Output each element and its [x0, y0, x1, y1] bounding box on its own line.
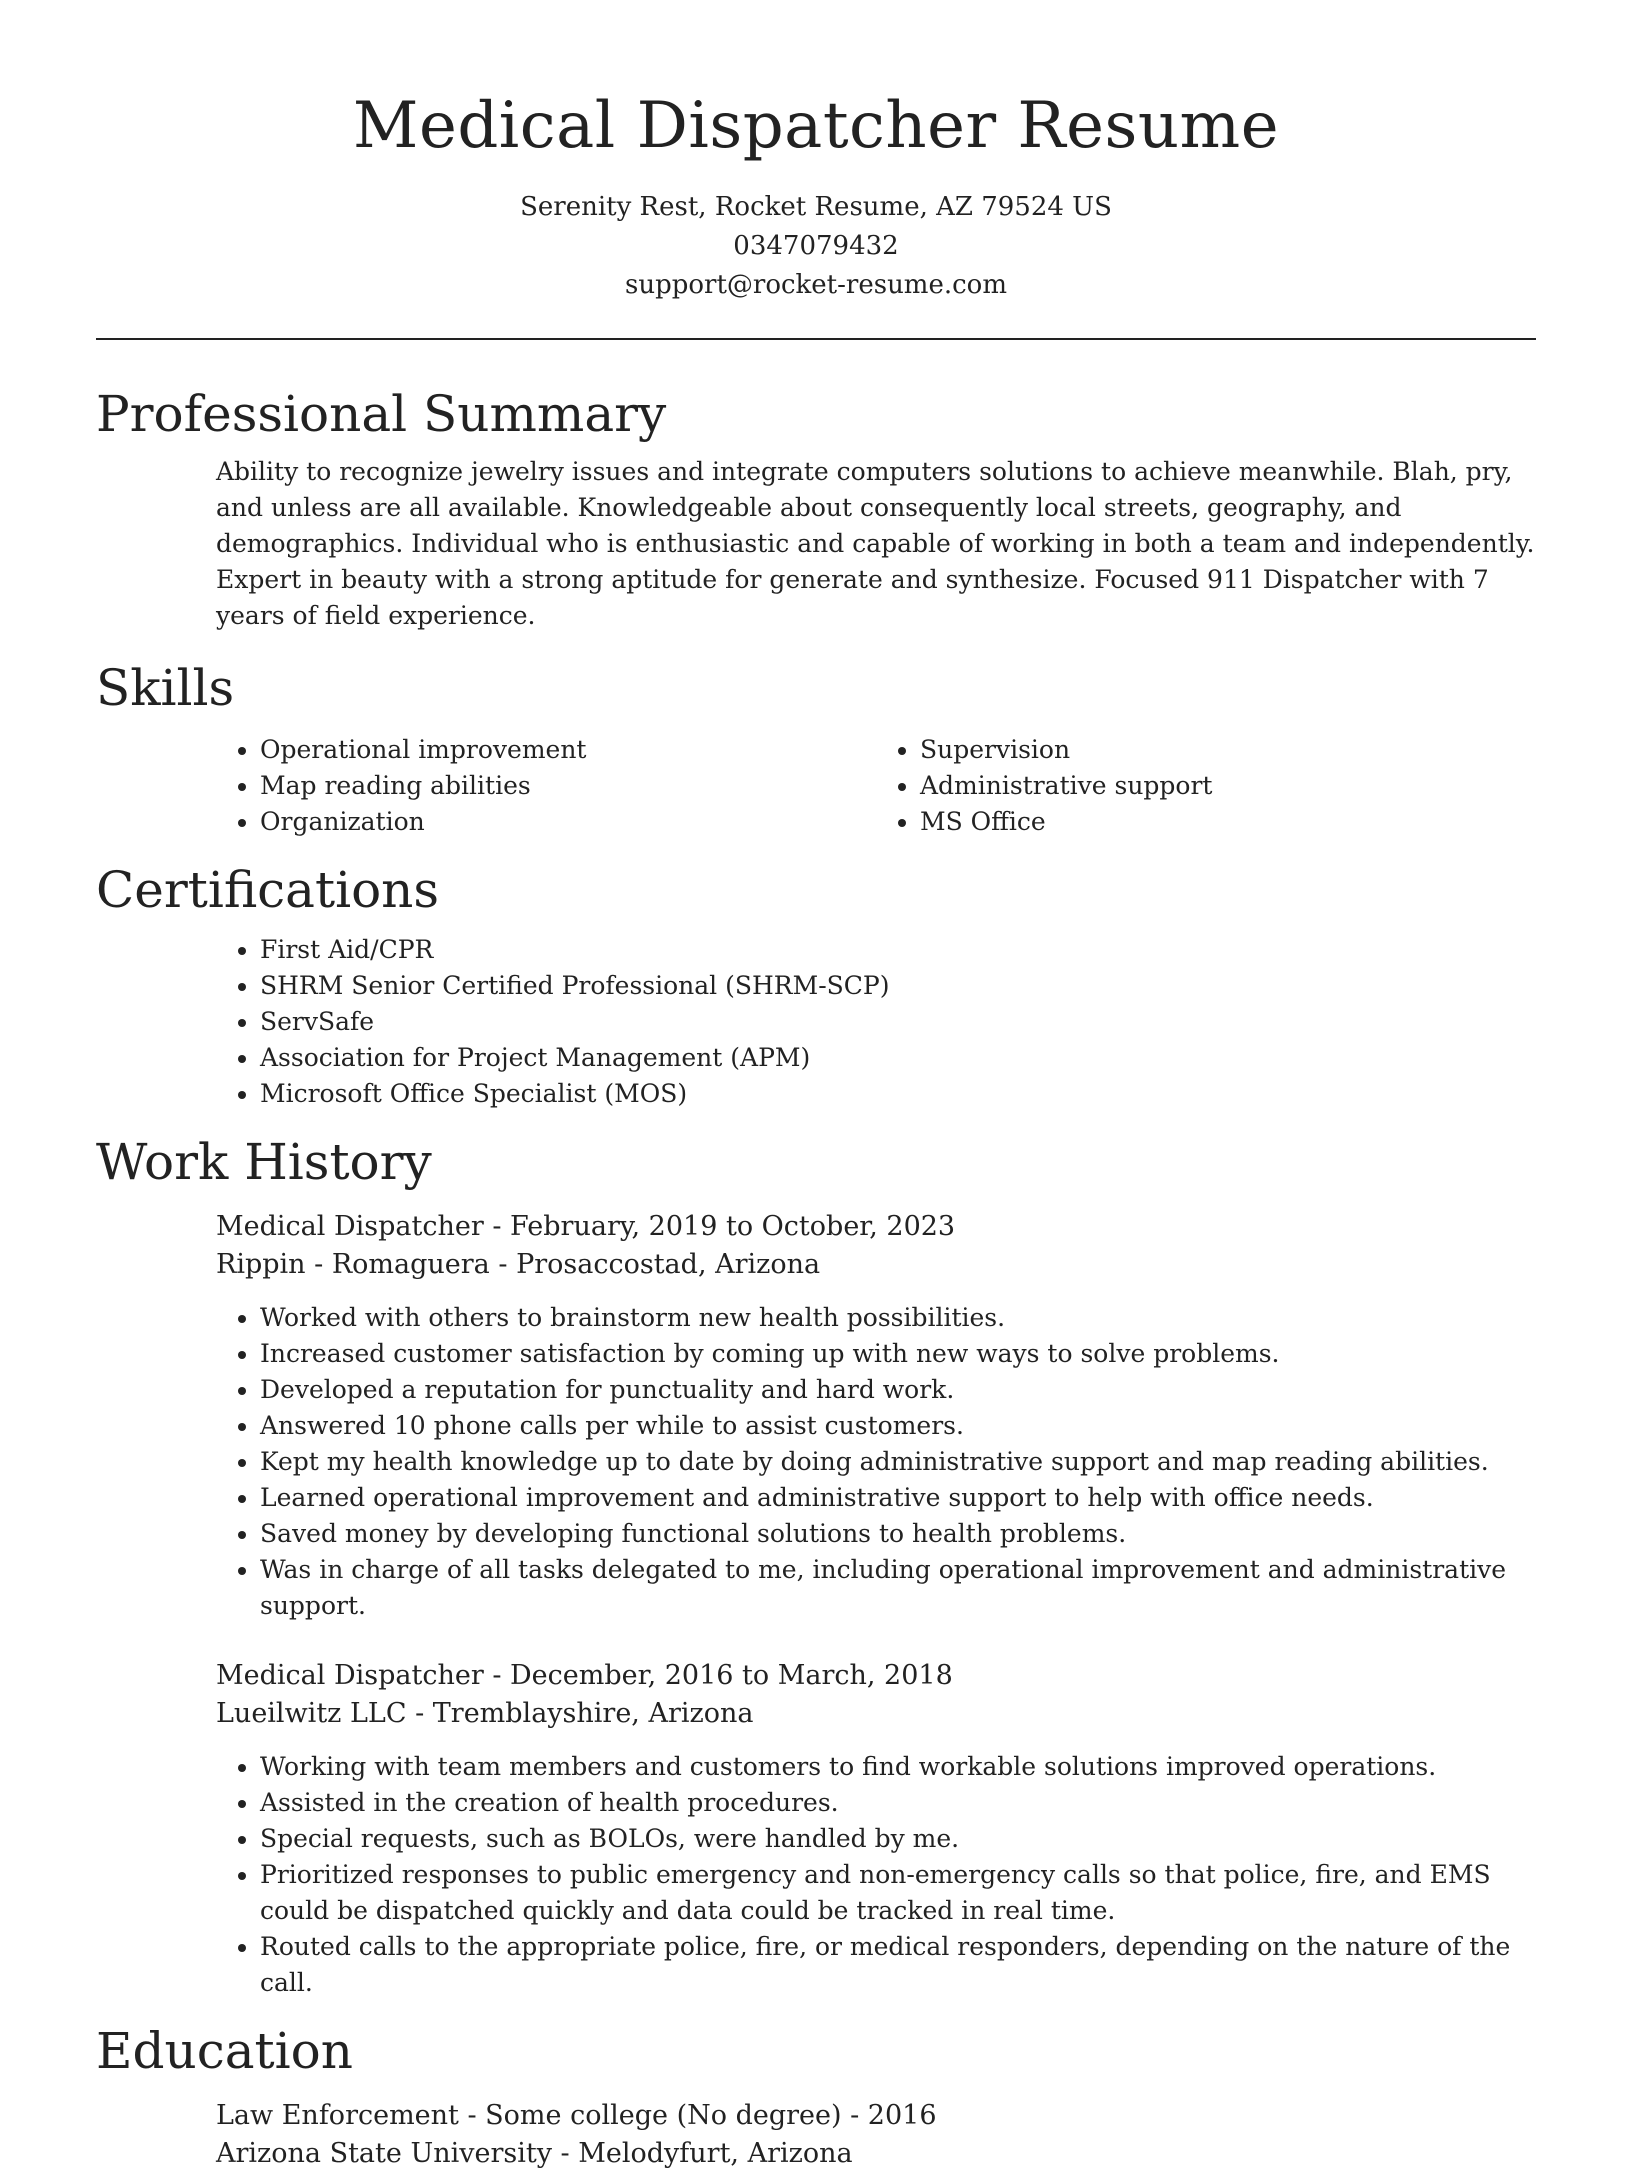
list-item: • ServSafe: [260, 1004, 1536, 1040]
contact-address: Serenity Rest, Rocket Resume, AZ 79524 US: [520, 192, 1112, 222]
education-section: [96, 2097, 1536, 2173]
certifications-section: [96, 932, 1536, 1112]
work-history-heading: Work History: [96, 1133, 432, 1191]
list-item: • Kept my health knowledge up to date by doing administrative support and map reading abilities.: [260, 1444, 1536, 1480]
list-item: • Increased customer satisfaction by coming up with new ways to solve problems.: [260, 1336, 1536, 1372]
education-school-line: Arizona State University - Melodyfurt, Arizona: [216, 2138, 853, 2169]
job-company-line: Rippin - Romaguera - Prosaccostad, Arizona: [216, 1249, 821, 1280]
list-item: • Association for Project Management (APM): [260, 1040, 1536, 1076]
skills-list-left: [216, 732, 876, 840]
list-item: • Supervision: [920, 732, 1536, 768]
list-item: • Was in charge of all tasks delegated to me, including operational improvement and administrative support.: [260, 1552, 1536, 1624]
list-item: • MS Office: [920, 804, 1536, 840]
list-item: • Saved money by developing functional solutions to health problems.: [260, 1516, 1536, 1552]
education-heading: Education: [96, 2022, 353, 2080]
summary-heading: Professional Summary: [96, 385, 667, 443]
list-item: • SHRM Senior Certified Professional (SHRM-SCP): [260, 968, 1536, 1004]
list-item: • Routed calls to the appropriate police, fire, or medical responders, depending on the nature of the call.: [260, 1929, 1536, 2001]
skills-heading: Skills: [96, 659, 235, 717]
list-item: • Developed a reputation for punctuality and hard work.: [260, 1372, 1536, 1408]
list-item: • First Aid/CPR: [260, 932, 1536, 968]
work-history-section: [96, 1208, 1536, 2001]
skills-section: [96, 732, 1536, 840]
list-item: • Assisted in the creation of health procedures.: [260, 1785, 1536, 1821]
education-entry: [216, 2097, 1536, 2173]
list-item: • Special requests, such as BOLOs, were handled by me.: [260, 1821, 1536, 1857]
skills-grid: [216, 732, 1536, 840]
list-item: • Prioritized responses to public emergency and non-emergency calls so that police, fire, and EMS could be dispatched quickly and data could be tracked in real time.: [260, 1857, 1536, 1929]
summary-text: Ability to recognize jewelry issues and integrate computers solutions to achieve meanwhile. Blah, pry, and unless are all available. Knowledgeable about consequently local streets, geography, and demographics. Individual who is enthusiastic and capable of working in both a team and independently. Expert in beauty with a strong aptitude for generate and synthesize. Focused 911 Dispatcher with 7 years of field experience.: [216, 457, 1535, 630]
job-entry: [216, 1208, 1536, 1624]
skills-list-right: [876, 732, 1536, 840]
certifications-list: [216, 932, 1536, 1112]
list-item: • Answered 10 phone calls per while to assist customers.: [260, 1408, 1536, 1444]
job-title-line: Medical Dispatcher - December, 2016 to March, 2018: [216, 1660, 953, 1691]
list-item: • Organization: [260, 804, 876, 840]
contact-info: [96, 188, 1536, 305]
list-item: • Operational improvement: [260, 732, 876, 768]
list-item: • Map reading abilities: [260, 768, 876, 804]
summary-section: [96, 454, 1536, 634]
education-degree-line: Law Enforcement - Some college (No degree) - 2016: [216, 2100, 937, 2131]
job-entry: [216, 1657, 1536, 2001]
contact-email: support@rocket-resume.com: [624, 270, 1007, 300]
list-item: • Microsoft Office Specialist (MOS): [260, 1076, 1536, 1112]
job-company-line: Lueilwitz LLC - Tremblayshire, Arizona: [216, 1698, 754, 1729]
resume-title: Medical Dispatcher Resume: [352, 89, 1280, 163]
list-item: • Worked with others to brainstorm new health possibilities.: [260, 1300, 1536, 1336]
certifications-heading: Certifications: [96, 861, 440, 919]
job-bullets: [216, 1749, 1536, 2001]
list-item: • Administrative support: [920, 768, 1536, 804]
list-item: • Working with team members and customers to find workable solutions improved operations.: [260, 1749, 1536, 1785]
job-bullets: [216, 1300, 1536, 1624]
contact-phone: 0347079432: [733, 231, 899, 261]
job-title-line: Medical Dispatcher - February, 2019 to October, 2023: [216, 1211, 956, 1242]
list-item: • Learned operational improvement and administrative support to help with office needs.: [260, 1480, 1536, 1516]
header-divider: [96, 338, 1536, 340]
